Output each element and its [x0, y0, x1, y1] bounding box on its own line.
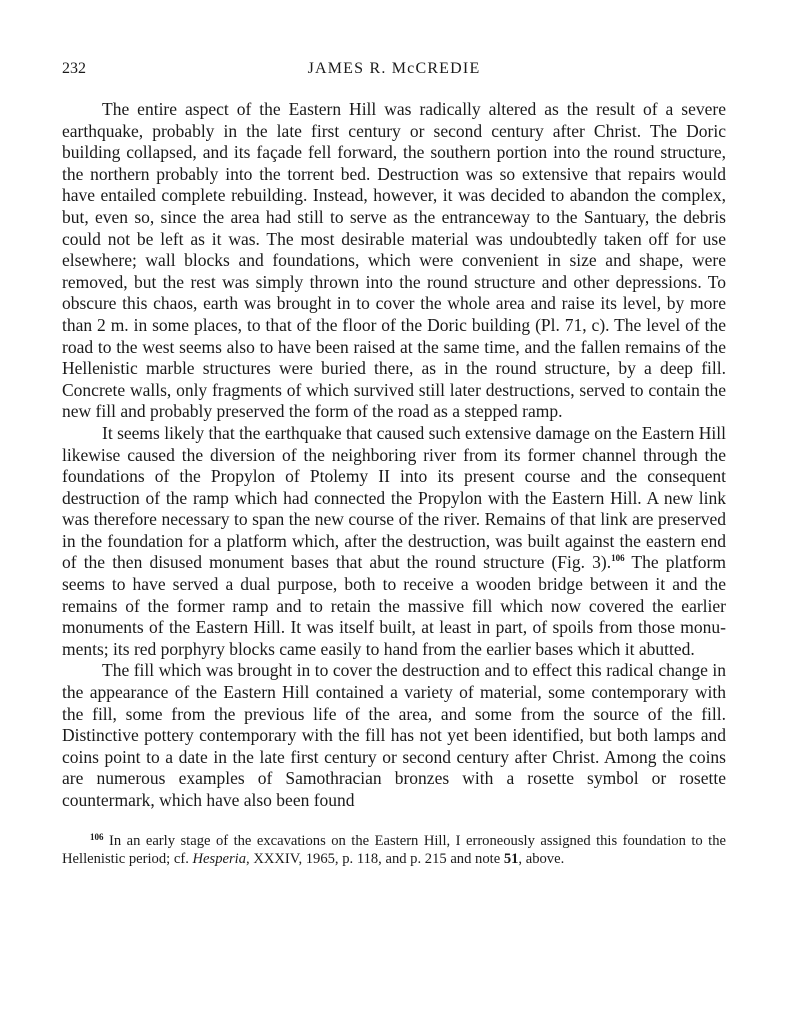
footnote-text: In an early stage of the excavations on the Eastern Hill, I erroneously assigned this foundation to the Hellenistic period; cf.: [62, 832, 726, 867]
journal-title: Hesperia: [192, 850, 247, 867]
paragraph-earthquake: The entire aspect of the Eastern Hill was radically altered as the result of a severe earthquake, probably in the late first century or second century after Christ. The Doric building collapsed, and its façade fell forward, the southern portion into the round structure, the northern probably into the torrent bed. Destruction was so extensive that repairs would have entailed complete rebuilding. Instead, however, it was decided to abandon the complex, but, even so, since the area had still to serve as the entranceway to the Santuary, the debris could not be left as it was. The most desirable material was undoubtedly taken off for use elsewhere; wall blocks and foundations, which were convenient in size and shape, were removed, but the rest was simply thrown into the round structure and other depressions. To obscure this chaos, earth was brought in to cover the whole area and raise its level, by more than 2 m. in some places, to that of the floor of the Doric building (Pl. 71, c). The level of the road to the west seems also to have been raised at the same time, and the fallen remains of the Hellenistic marble structures were buried there, as in the round structure, by a deep fill. Concrete walls, only fragments of which survived still later destructions, served to contain the new fill and probably preserved the form of the road as a stepped ramp.: [62, 99, 726, 422]
footnote-text: , above.: [518, 850, 565, 867]
book-page: [62, 60, 726, 868]
running-head: JAMES R. McCREDIE: [307, 60, 481, 77]
footnote-reference: 106: [611, 553, 625, 564]
body-text: [62, 99, 726, 812]
footnote: [62, 832, 726, 868]
page-header: [62, 60, 726, 88]
footnote-text: , XXXIV, 1965, p. 118, and p. 215 and note: [246, 850, 504, 867]
note-number: 51: [503, 850, 519, 867]
paragraph-river-diversion: [62, 423, 726, 661]
paragraph-fill: The fill which was brought in to cover the destruction and to effect this radical change in the appearance of the Eastern Hill contained a variety of material, some contemporary with the fill, some from the previous life of the area, and some from the source of the fill. Distinctive pottery contemporary with the fill has not yet been identified, but both lamps and coins point to a date in the late first century or second century after Christ. Among the coins are numerous examples of Samothracian bronzes with a rosette symbol or rosette countermark, which have also been found: [62, 660, 726, 810]
page-number: 232: [62, 60, 86, 77]
footnote-number: 106: [90, 831, 104, 842]
paragraph-text: It seems likely that the earthquake that caused such extensive damage on the Eastern Hill likewise caused the diversion of the neighboring river from its former channel through the foundations of the Propylon of Ptolemy II into its present course and the consequent destruction of the ramp which had connected the Propylon with the Eastern Hill. A new link was therefore necessary to span the new course of the river. Remains of that link are preserved in the foundation for a platform which, after the destruction, was built against the eastern end of the then disused monument bases that abut the round structure (Fig. 3).: [62, 422, 726, 573]
paragraph-text: The platform seems to have served a dual purpose, both to receive a wooden bridge between it and the remains of the former ramp and to retain the massive fill which now covered the earlier monuments of the Eastern Hill. It was itself built, at least in part, of spoils from those monuments; its red porphyry blocks came easily to hand from the earlier bases which it abutted.: [62, 552, 727, 659]
